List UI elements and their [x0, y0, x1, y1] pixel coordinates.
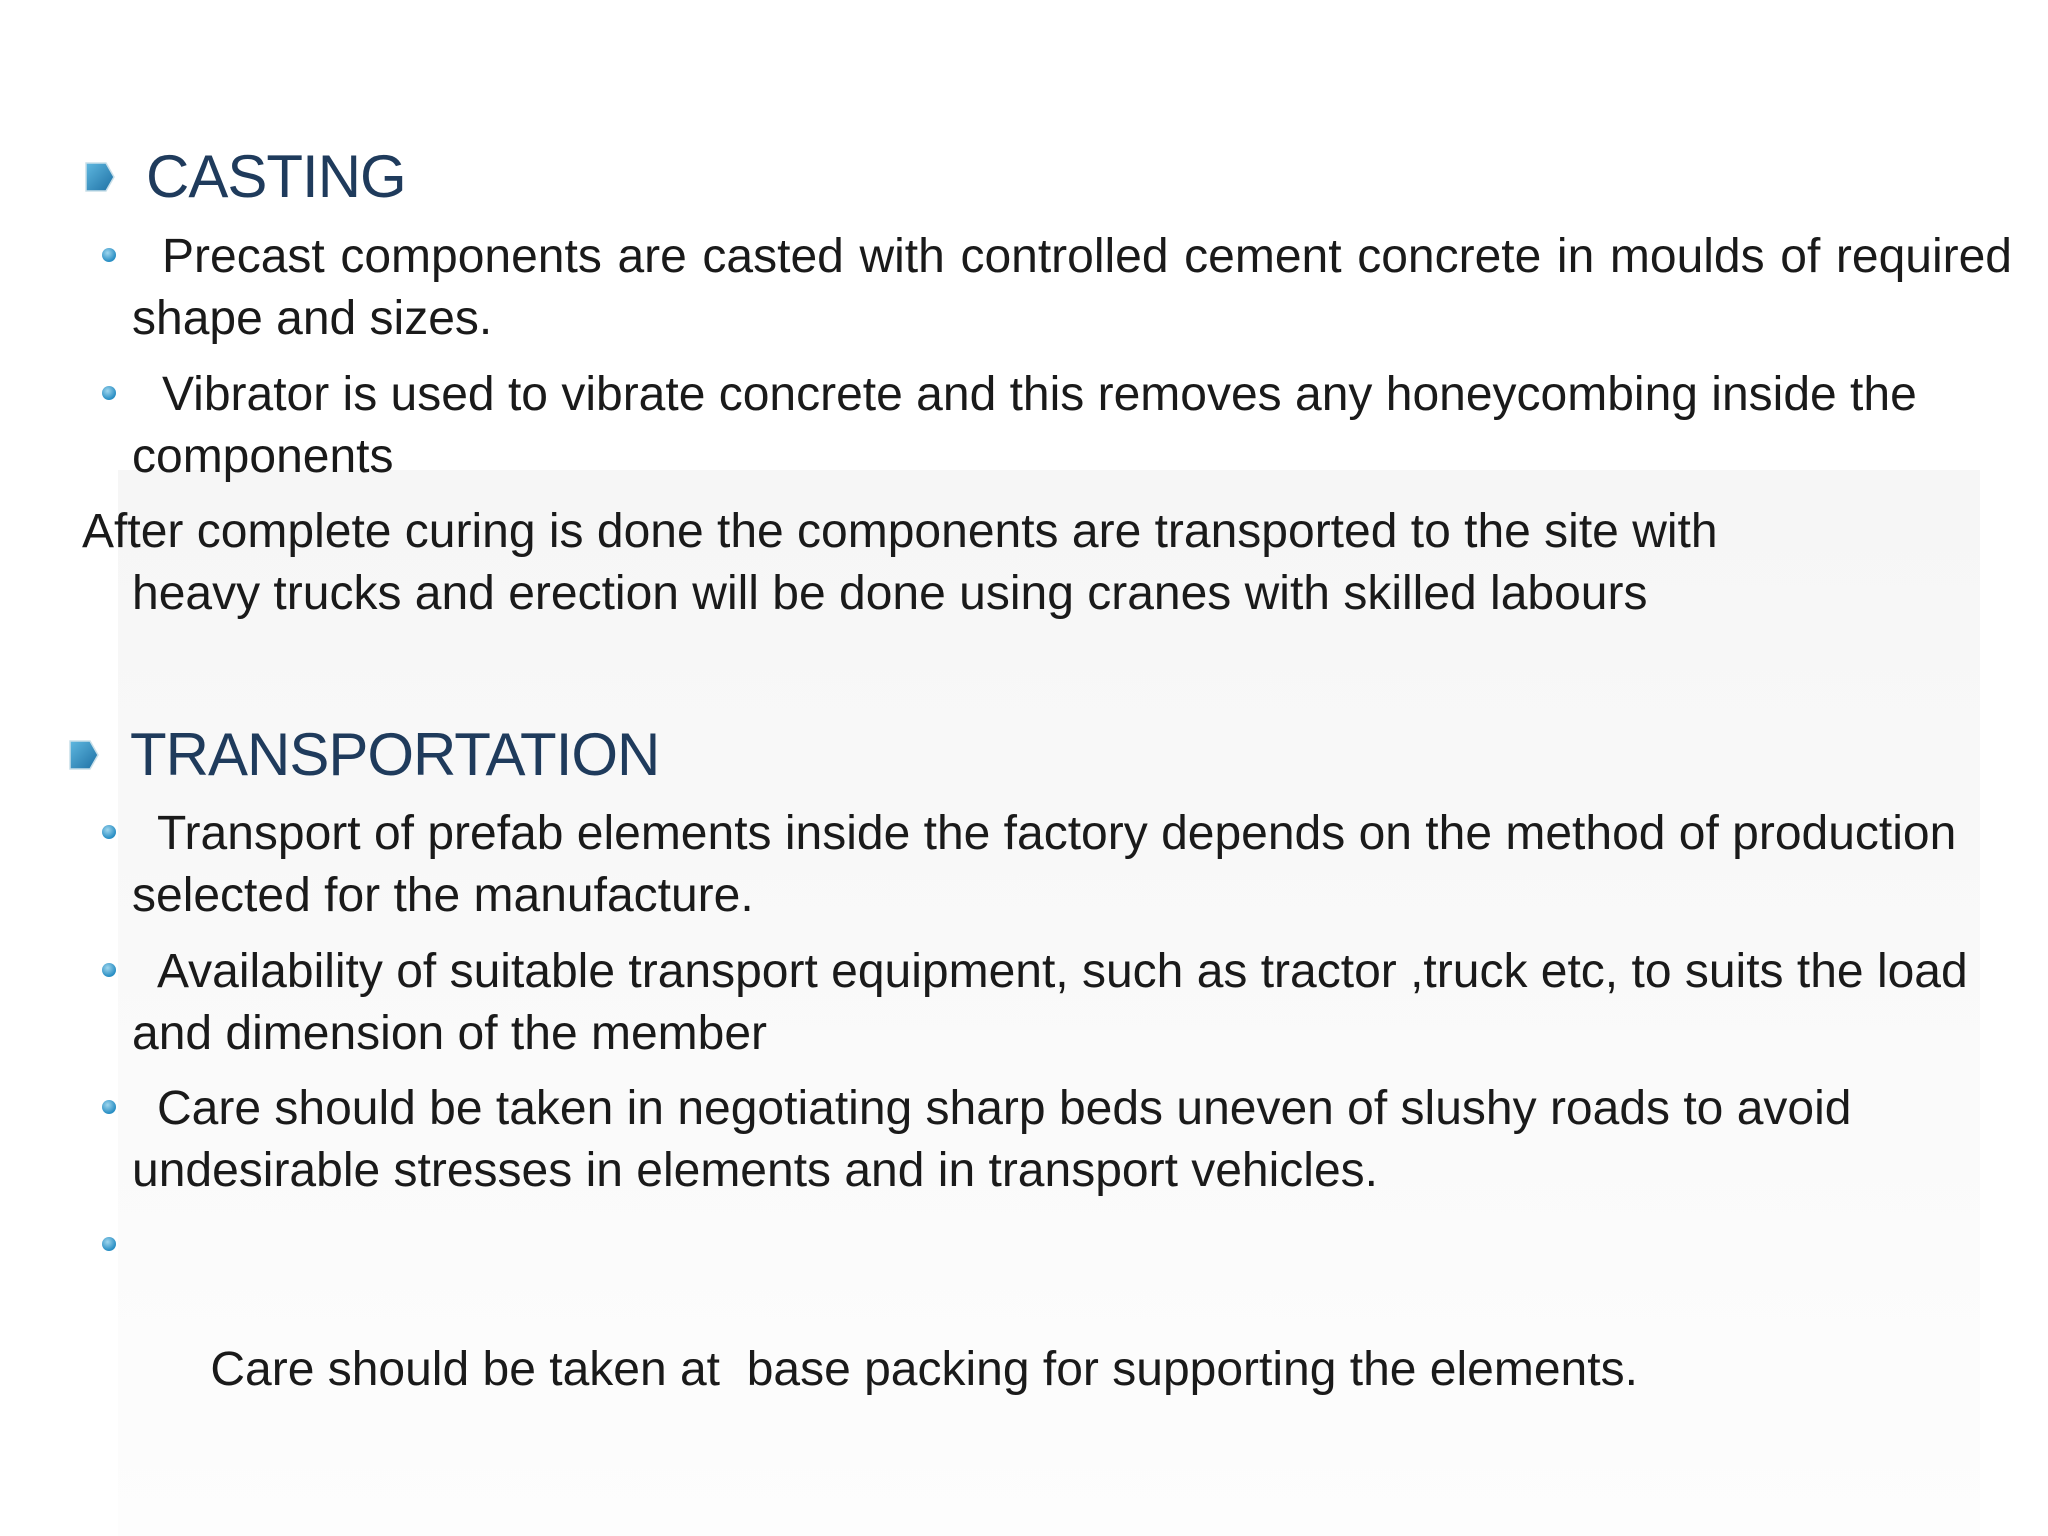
transport-bullet-1-text: Transport of prefab elements inside the factory depends on the method of production selected for the manufacture. — [132, 807, 1957, 922]
bullet-dot-icon — [100, 823, 118, 841]
casting-heading-text: CASTING — [146, 143, 406, 210]
casting-note-line-1: After complete curing is done the components are transported to the site with — [82, 505, 1718, 558]
section-bullet-icon — [82, 159, 118, 195]
casting-bullet-1 — [132, 226, 2012, 350]
bullet-dot-icon — [100, 961, 118, 979]
transport-bullet-4-text: Care should be taken at base packing for supporting the elements. — [210, 1343, 1638, 1396]
transport-bullet-2-text: Availability of suitable transport equipment, such as tractor ,truck etc, to suits the load and dimension of the member — [132, 945, 1968, 1060]
transport-bullet-3 — [132, 1078, 2012, 1202]
transport-bullet-4 — [132, 1215, 2012, 1463]
bullet-dot-icon — [100, 384, 118, 402]
casting-note — [82, 501, 1982, 625]
casting-bullet-2-text: Vibrator is used to vibrate concrete and this removes any honeycombing inside the components — [132, 368, 1917, 483]
casting-note-line-2: heavy trucks and erection will be done using cranes with skilled labours — [132, 567, 1648, 620]
transport-bullet-2 — [132, 941, 2012, 1065]
transportation-heading-text: TRANSPORTATION — [130, 721, 660, 788]
casting-bullet-1-text: Precast components are casted with controlled cement concrete in moulds of required shape and sizes. — [132, 230, 2012, 345]
bullet-dot-icon — [100, 1098, 118, 1116]
bullet-dot-icon — [100, 246, 118, 264]
transportation-heading — [66, 720, 659, 789]
casting-bullet-2 — [132, 364, 2012, 488]
casting-heading — [82, 142, 406, 211]
section-bullet-icon — [66, 737, 102, 773]
bullet-dot-icon — [100, 1235, 118, 1253]
transport-bullet-1 — [132, 803, 2012, 927]
transport-bullet-3-text: Care should be taken in negotiating sharp beds uneven of slushy roads to avoid undesirable stresses in elements and in transport vehicles. — [132, 1082, 1852, 1197]
